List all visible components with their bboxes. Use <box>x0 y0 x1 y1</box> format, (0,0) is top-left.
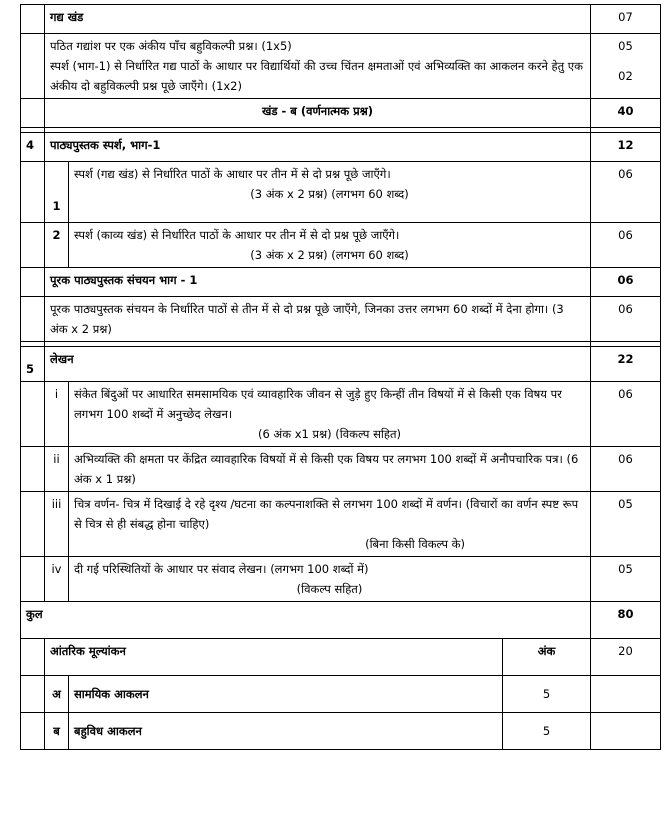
a-number: अ <box>45 676 69 713</box>
row-antarik <box>21 639 661 676</box>
q5-i-number: i <box>45 382 69 447</box>
row-sanchayan-q <box>21 297 661 342</box>
q5-ii-text: अभिव्यक्ति की क्षमता पर केंद्रित व्यावहारिक विषयों में से किसी एक विषय पर लगभग 100 शब्दों में अनौपचारिक पत्र। (6 अंक x 1 प्रश्न) <box>69 447 591 492</box>
antarik-label: आंतरिक मूल्यांकन <box>45 639 503 676</box>
q5-iii-text: चित्र वर्णन- चित्र में दिखाई दे रहे दृश्य /घटना का कल्पनाशक्ति से लगभग 100 शब्दों में वर्णन। (विचारों का वर्णन स्पष्ट रूप से चित्र से ही संबद्ध होना चाहिए) <box>74 497 579 531</box>
sanchayan-q-text: पूरक पाठ्यपुस्तक संचयन के निर्धारित पाठों से तीन में से दो प्रश्न पूछे जाएँगे, जिनका उत्तर लगभग 60 शब्दों में देना होगा। (3 अंक x 2 प्रश्न) <box>45 297 591 342</box>
q4-1-text: स्पर्श (गद्य खंड) से निर्धारित पाठों के आधार पर तीन में से दो प्रश्न पूछे जाएँगे। <box>74 167 391 181</box>
q5-marks: 22 <box>591 347 661 382</box>
row-b <box>21 713 661 750</box>
sanchayan-title: पूरक पाठ्यपुस्तक संचयन भाग - 1 <box>45 268 591 297</box>
row-gadya-khand <box>21 5 661 34</box>
q5-number: 5 <box>21 347 45 382</box>
syllabus-table <box>20 4 661 750</box>
gadya-khand-marks: 07 <box>591 5 661 34</box>
sanchayan-marks: 06 <box>591 268 661 297</box>
b-number: ब <box>45 713 69 750</box>
q4-2-number: 2 <box>45 223 69 268</box>
row-q5 <box>21 347 661 382</box>
q4-marks: 12 <box>591 133 661 162</box>
pathit-gadyansh-text: पठित गद्यांश पर एक अंकीय पाँच बहुविकल्पी प्रश्न। (1x5) <box>50 39 292 53</box>
q4-title: पाठ्यपुस्तक स्पर्श, भाग-1 <box>45 133 591 162</box>
q4-number: 4 <box>21 133 45 162</box>
q5-i-marks: 06 <box>591 382 661 447</box>
row-sanchayan <box>21 268 661 297</box>
q5-title: लेखन <box>45 347 591 382</box>
row-pathit-gadyansh <box>21 34 661 99</box>
q5-ii-marks: 06 <box>591 447 661 492</box>
antarik-marks: 20 <box>591 639 661 676</box>
q5-iii-marks-note: (बिना किसी विकल्प के) <box>365 537 465 551</box>
b-ank: 5 <box>503 713 591 750</box>
q5-i-marks-note: (6 अंक x1 प्रश्न) (विकल्प सहित) <box>257 427 402 441</box>
row-q5-iii <box>21 492 661 557</box>
row-q5-ii <box>21 447 661 492</box>
row-q4-1 <box>21 162 661 223</box>
khand-b-marks: 40 <box>591 99 661 128</box>
q5-iii-marks: 05 <box>591 492 661 557</box>
q5-ii-number: ii <box>45 447 69 492</box>
gadya-khand-label: गद्य खंड <box>45 5 591 34</box>
q5-iii-number: iii <box>45 492 69 557</box>
q5-iv-number: iv <box>45 557 69 602</box>
kul-label: कुल <box>21 602 591 639</box>
q4-1-number: 1 <box>45 162 69 223</box>
sanchayan-q-marks: 06 <box>591 297 661 342</box>
q5-iv-marks-note: (विकल्प सहित) <box>296 582 363 596</box>
row-q5-i <box>21 382 661 447</box>
ank-header: अंक <box>503 639 591 676</box>
row-a <box>21 676 661 713</box>
sparsh-gadya-text: स्पर्श (भाग-1) से निर्धारित गद्य पाठों के आधार पर विद्यार्थियों की उच्च चिंतन क्षमताओं एवं अभिव्यक्ति का आकलन करने हेतु एक अंकीय दो बहुविकल्पी प्रश्न पूछे जाएँगे। (1x2) <box>50 59 583 93</box>
row-q4 <box>21 133 661 162</box>
q4-2-marks: 06 <box>591 223 661 268</box>
pathit-gadyansh-marks: 05 <box>618 39 633 53</box>
q5-iv-marks: 05 <box>591 557 661 602</box>
row-q5-iv <box>21 557 661 602</box>
a-ank: 5 <box>503 676 591 713</box>
row-kul <box>21 602 661 639</box>
kul-marks: 80 <box>591 602 661 639</box>
row-q4-2 <box>21 223 661 268</box>
q4-1-marks-note: (3 अंक x 2 प्रश्न) (लगभग 60 शब्द) <box>250 187 409 201</box>
khand-b-heading: खंड - ब (वर्णनात्मक प्रश्न) <box>45 99 591 128</box>
q4-1-marks: 06 <box>591 162 661 223</box>
sparsh-gadya-marks: 02 <box>618 69 633 83</box>
q5-i-text: संकेत बिंदुओं पर आधारित समसामयिक एवं व्यावहारिक जीवन से जुड़े हुए किन्हीं तीन विषयों में से किसी एक विषय पर लगभग 100 शब्दों में अनुच्छेद लेखन। <box>74 387 562 421</box>
q4-2-text: स्पर्श (काव्य खंड) से निर्धारित पाठों के आधार पर तीन में से दो प्रश्न पूछे जाएँगे। <box>74 228 400 242</box>
a-label: सामयिक आकलन <box>69 676 503 713</box>
q4-2-marks-note: (3 अंक x 2 प्रश्न) (लगभग 60 शब्द) <box>250 248 409 262</box>
b-label: बहुविध आकलन <box>69 713 503 750</box>
row-khand-b <box>21 99 661 128</box>
q5-iv-text: दी गई परिस्थितियों के आधार पर संवाद लेखन। (लगभग 100 शब्दों में) <box>74 562 369 576</box>
